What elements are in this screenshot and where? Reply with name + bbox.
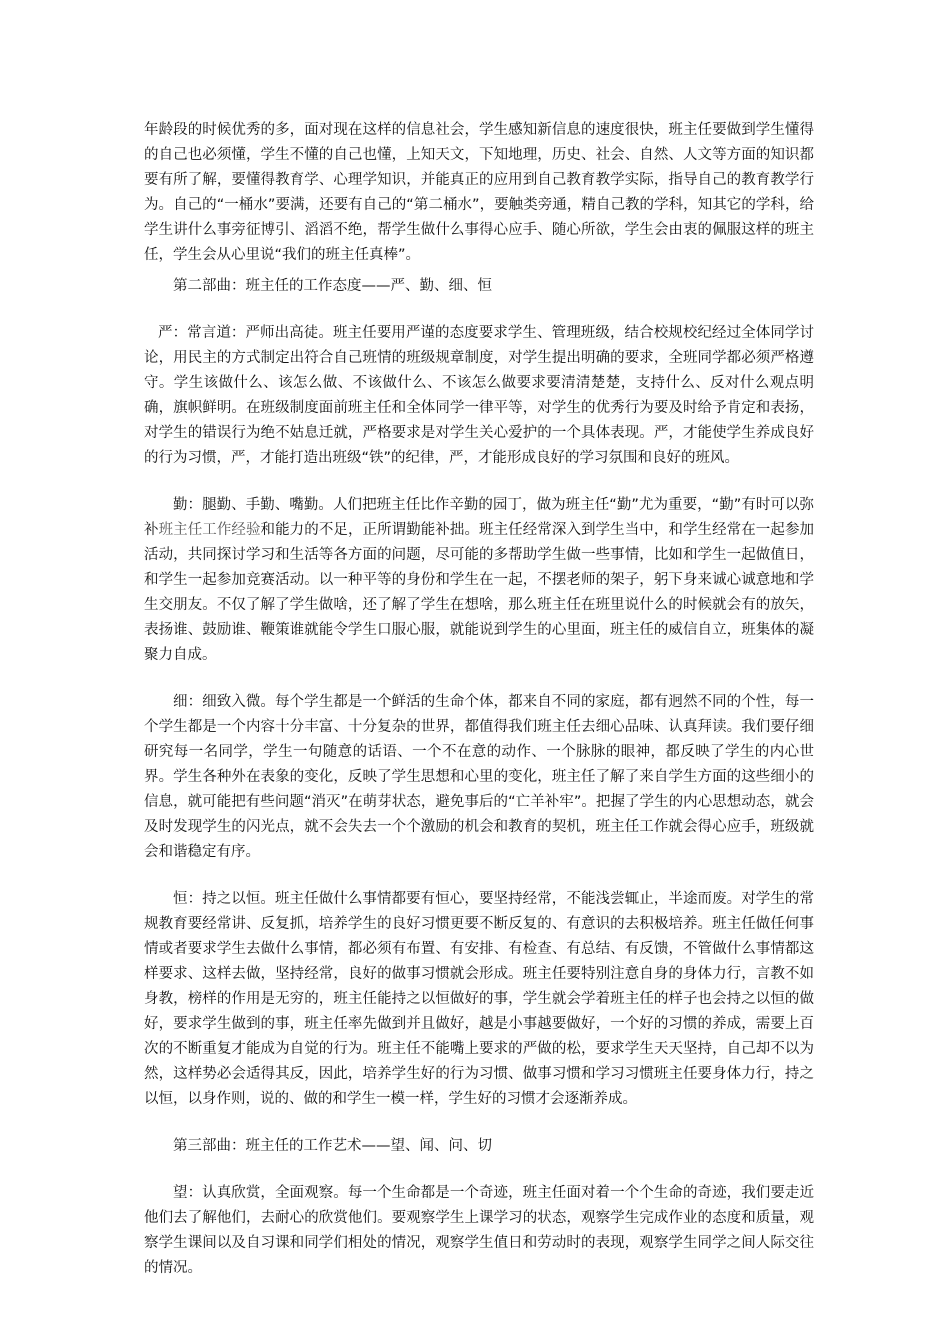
paragraph-qin [144,493,814,668]
link-banzhuren-experience[interactable]: 班主任工作经验 [158,522,261,538]
paragraph-wang: 望：认真欣赏，全面观察。每一个生命都是一个奇迹，班主任面对着一个个生命的奇迹，我们要走近他们去了解他们，去耐心的欣赏他们。要观察学生上课学习的状态，观察学生完成作业的态度和质量，观察学生课间以及自习课和同学们相处的情况，观察学生值日和劳动时的表现，观察学生同学之间人际交往的情况。 [144,1185,814,1276]
document-body [144,118,814,1281]
paragraph-qin-text-a: 勤：腿勤、手勤、嘴勤。人们把班主任比作辛勤的园丁，做为班主任“勤”尤为重要，“勤”有时可以弥补 [144,497,814,538]
section-heading-part2: 第二部曲：班主任的工作态度——严、勤、细、恒 [173,278,492,294]
paragraph-heng: 恒：持之以恒。班主任做什么事情都要有恒心，要坚持经常，不能浅尝辄止，半途而废。对学生的常规教育要经常讲、反复抓，培养学生的良好习惯更要不断反复的、有意识的去积极培养。班主任做任何事情或者要求学生去做什么事情，都必须有布置、有安排、有检查、有总结、有反馈，不管做什么事情都这样要求、这样去做，坚持经常，良好的做事习惯就会形成。班主任要特别注意自身的身体力行，言教不如身教，榜样的作用是无穷的，班主任能持之以恒做好的事，学生就会学着班主任的样子也会持之以恒的做好，要求学生做到的事，班主任率先做到并且做好，越是小事越要做好，一个好的习惯的养成，需要上百次的不断重复才能成为自觉的行为。班主任不能嘴上要求的严做的松，要求学生天天坚持，自己却不以为然，这样势必会适得其反，因此，培养学生好的行为习惯、做事习惯和学习习惯班主任要身体力行，持之以恒，以身作则，说的、做的和学生一模一样，学生好的习惯才会逐渐养成。 [144,891,814,1107]
paragraph-qin-text-b: 和能力的不足，正所谓勤能补拙。班主任经常深入到学生当中，和学生经常在一起参加活动，共同探讨学习和生活等各方面的问题，尽可能的多帮助学生做一些事情，比如和学生一起做值日，和学生一起参加竞赛活动。以一种平等的身份和学生在一起，不摆老师的架子，躬下身来诚心诚意地和学生交朋友。不仅了解了学生做啥，还了解了学生在想啥，那么班主任在班里说什么的时候就会有的放矢，表扬谁、鼓励谁、鞭策谁就能令学生口服心服，就能说到学生的心里面，班主任的威信自立，班集体的凝聚力自成。 [144,522,815,663]
section-heading-part3: 第三部曲：班主任的工作艺术——望、闻、问、切 [173,1138,492,1154]
paragraph-intro: 年龄段的时候优秀的多，面对现在这样的信息社会，学生感知新信息的速度很快，班主任要做到学生懂得的自己也必须懂，学生不懂的自己也懂，上知天文，下知地理，历史、社会、自然、人文等方面的知识都要有所了解，要懂得教育学、心理学知识，并能真正的应用到自己教育教学实际，指导自己的教育教学行为。自己的“一桶水”要满，还要有自己的“第二桶水”，要触类旁通，精自己教的学科，知其它的学科，给学生讲什么事旁征博引、滔滔不绝，帮学生做什么事得心应手、随心所欲，学生会由衷的佩服这样的班主任，学生会从心里说“我们的班主任真棒”。 [144,122,814,263]
paragraph-xi: 细：细致入微。每个学生都是一个鲜活的生命个体，都来自不同的家庭，都有迥然不同的个性，每一个学生都是一个内容十分丰富、十分复杂的世界，都值得我们班主任去细心品味、认真拜读。我们要仔细研究每一名同学，学生一句随意的话语、一个不在意的动作、一个脉脉的眼神，都反映了学生的内心世界。学生各种外在表象的变化，反映了学生思想和心里的变化，班主任了解了来自学生方面的这些细小的信息，就可能把有些问题“消灭”在萌芽状态，避免事后的“亡羊补牢”。把握了学生的内心思想动态，就会及时发现学生的闪光点，就不会失去一个个激励的机会和教育的契机，班主任工作就会得心应手，班级就会和谐稳定有序。 [144,694,814,860]
paragraph-yan: 严：常言道：严师出高徒。班主任要用严谨的态度要求学生、管理班级，结合校规校纪经过全体同学讨论，用民主的方式制定出符合自己班情的班级规章制度，对学生提出明确的要求，全班同学都必须严格遵守。学生该做什么、该怎么做、不该做什么、不该怎么做要求要清清楚楚，支持什么、反对什么观点明确，旗帜鲜明。在班级制度面前班主任和全体同学一律平等，对学生的优秀行为要及时给予肯定和表扬，对学生的错误行为绝不姑息迁就，严格要求是对学生关心爱护的一个具体表现。严，才能使学生养成良好的行为习惯，严，才能打造出班级“铁”的纪律，严，才能形成良好的学习氛围和良好的班风。 [144,325,814,466]
